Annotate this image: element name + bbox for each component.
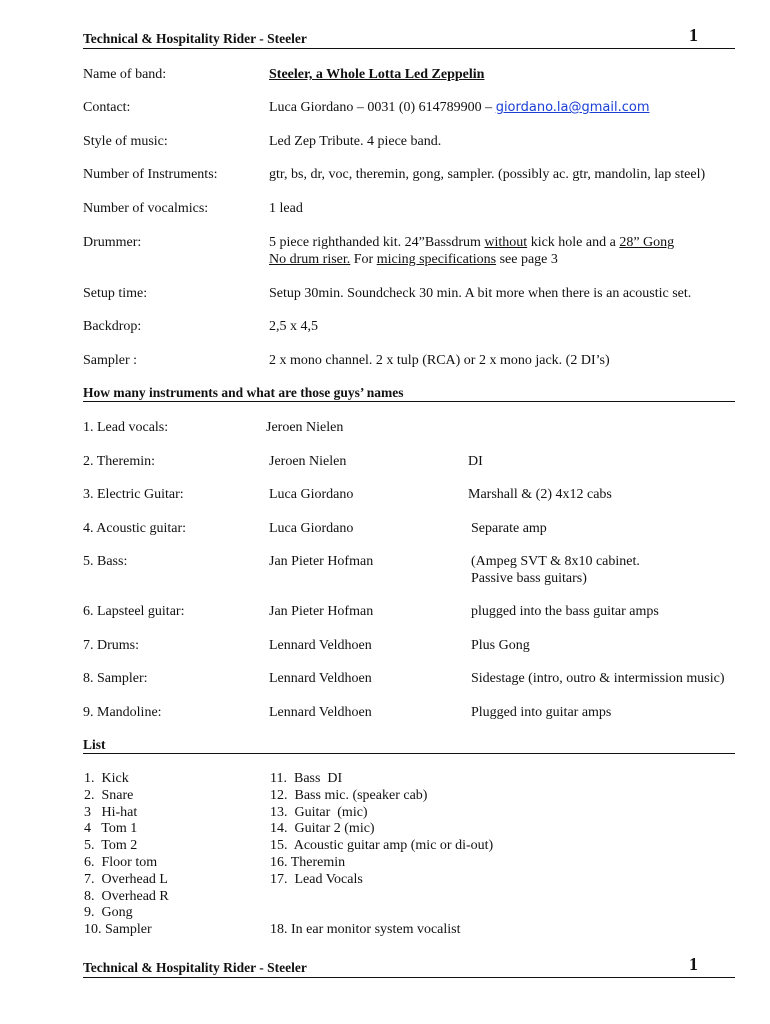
drummer-text-underlined: 28” Gong — [619, 235, 675, 250]
field-label: Number of Instruments: — [83, 167, 218, 182]
instrument-name: 5. Bass: — [83, 554, 128, 569]
list-item: 6. Floor tom — [84, 854, 158, 870]
contact-email-link[interactable]: giordano.la@gmail.com — [495, 100, 650, 115]
drummer-text-underlined: No drum riser. — [269, 252, 351, 267]
list-item: 15. Acoustic guitar amp (mic or di-out) — [270, 838, 494, 854]
list-item: 13. Guitar (mic) — [270, 804, 368, 820]
list-item: 5. Tom 2 — [84, 838, 138, 854]
list-item: 9. Gong — [84, 905, 133, 921]
field-value: Setup 30min. Soundcheck 30 min. A bit more when there is an acoustic set. — [269, 286, 692, 301]
drummer-line-1 — [269, 234, 674, 251]
instrument-name: 4. Acoustic guitar: — [83, 521, 187, 536]
field-label: Style of music: — [83, 134, 168, 149]
instruments-heading: How many instruments and what are those guys’ names — [83, 385, 735, 402]
drummer-text-underlined: without — [484, 235, 528, 250]
instrument-name: 9. Mandoline: — [83, 705, 162, 720]
list-item: 4 Tom 1 — [84, 821, 138, 837]
drummer-text: kick hole and a — [527, 235, 620, 250]
list-item: 17. Lead Vocals — [270, 871, 363, 887]
field-label: Name of band: — [83, 67, 167, 82]
list-item: 2. Snare — [84, 787, 134, 803]
instrument-name: 1. Lead vocals: — [83, 420, 169, 435]
channel-list-extra — [270, 922, 461, 939]
list-item: 14. Guitar 2 (mic) — [270, 821, 375, 837]
instrument-note: DI — [468, 454, 483, 469]
drummer-value — [269, 234, 674, 268]
list-item: 10. Sampler — [84, 922, 152, 938]
field-value: 1 lead — [269, 201, 303, 216]
drummer-text-underlined: micing specifications — [376, 252, 497, 267]
instrument-player: Jeroen Nielen — [269, 454, 347, 469]
drummer-text: see page 3 — [496, 252, 558, 267]
field-value: Led Zep Tribute. 4 piece band. — [269, 134, 442, 149]
field-label: Drummer: — [83, 235, 142, 250]
instrument-player: Lennard Veldhoen — [269, 638, 372, 653]
instrument-name: 3. Electric Guitar: — [83, 487, 184, 502]
drummer-text: 5 piece righthanded kit. 24”Bassdrum — [269, 235, 485, 250]
channel-list-left — [84, 771, 169, 939]
contact-text: Luca Giordano – 0031 (0) 614789900 – — [269, 100, 496, 115]
field-label: Backdrop: — [83, 319, 142, 334]
field-label: Contact: — [83, 100, 131, 115]
instrument-player: Lennard Veldhoen — [269, 671, 372, 686]
list-item: 1. Kick — [84, 771, 129, 786]
list-item: 18. In ear monitor system vocalist — [270, 922, 461, 937]
instrument-note: Marshall & (2) 4x12 cabs — [468, 487, 612, 502]
drummer-line-2 — [269, 251, 674, 268]
instrument-note: Separate amp — [471, 521, 547, 536]
instrument-note — [471, 553, 640, 587]
instrument-player: Jan Pieter Hofman — [269, 554, 374, 569]
instrument-name: 6. Lapsteel guitar: — [83, 604, 185, 619]
instrument-player: Luca Giordano — [269, 521, 354, 536]
list-heading: List — [83, 737, 735, 754]
instrument-player: Jeroen Nielen — [266, 420, 344, 435]
page-footer — [83, 954, 735, 978]
instrument-note: Sidestage (intro, outro & intermission music) — [471, 671, 725, 686]
field-label: Setup time: — [83, 286, 148, 301]
contact-value — [269, 99, 650, 116]
field-label: Number of vocalmics: — [83, 201, 209, 216]
channel-list-right — [270, 771, 493, 889]
instrument-player: Lennard Veldhoen — [269, 705, 372, 720]
instrument-note-line: Passive bass guitars) — [471, 571, 587, 586]
footer-page-number: 1 — [689, 954, 698, 974]
header-title: Technical & Hospitality Rider - Steeler — [83, 31, 307, 46]
instrument-note-line: (Ampeg SVT & 8x10 cabinet. — [471, 554, 640, 569]
field-value: 2,5 x 4,5 — [269, 319, 318, 334]
page-header — [83, 25, 735, 49]
instrument-player: Luca Giordano — [269, 487, 354, 502]
list-item: 3 Hi-hat — [84, 804, 138, 820]
footer-title: Technical & Hospitality Rider - Steeler — [83, 960, 307, 975]
header-page-number: 1 — [689, 25, 698, 45]
list-item: 7. Overhead L — [84, 871, 168, 887]
list-item: 11. Bass DI — [270, 771, 343, 786]
instrument-name: 2. Theremin: — [83, 454, 156, 469]
field-label: Sampler : — [83, 353, 138, 368]
instrument-name: 8. Sampler: — [83, 671, 148, 686]
instrument-name: 7. Drums: — [83, 638, 139, 653]
field-value: gtr, bs, dr, voc, theremin, gong, sampler. (possibly ac. gtr, mandolin, lap steel) — [269, 167, 706, 182]
drummer-text: For — [350, 252, 377, 267]
list-item: 12. Bass mic. (speaker cab) — [270, 787, 428, 803]
instrument-note: Plugged into guitar amps — [471, 705, 612, 720]
field-value: 2 x mono channel. 2 x tulp (RCA) or 2 x mono jack. (2 DI’s) — [269, 353, 610, 368]
instrument-note: plugged into the bass guitar amps — [471, 604, 659, 619]
list-item: 16. Theremin — [270, 854, 346, 870]
instrument-player: Jan Pieter Hofman — [269, 604, 374, 619]
instrument-note: Plus Gong — [471, 638, 530, 653]
band-name-value: Steeler, a Whole Lotta Led Zeppelin — [269, 67, 485, 82]
list-item: 8. Overhead R — [84, 888, 169, 904]
